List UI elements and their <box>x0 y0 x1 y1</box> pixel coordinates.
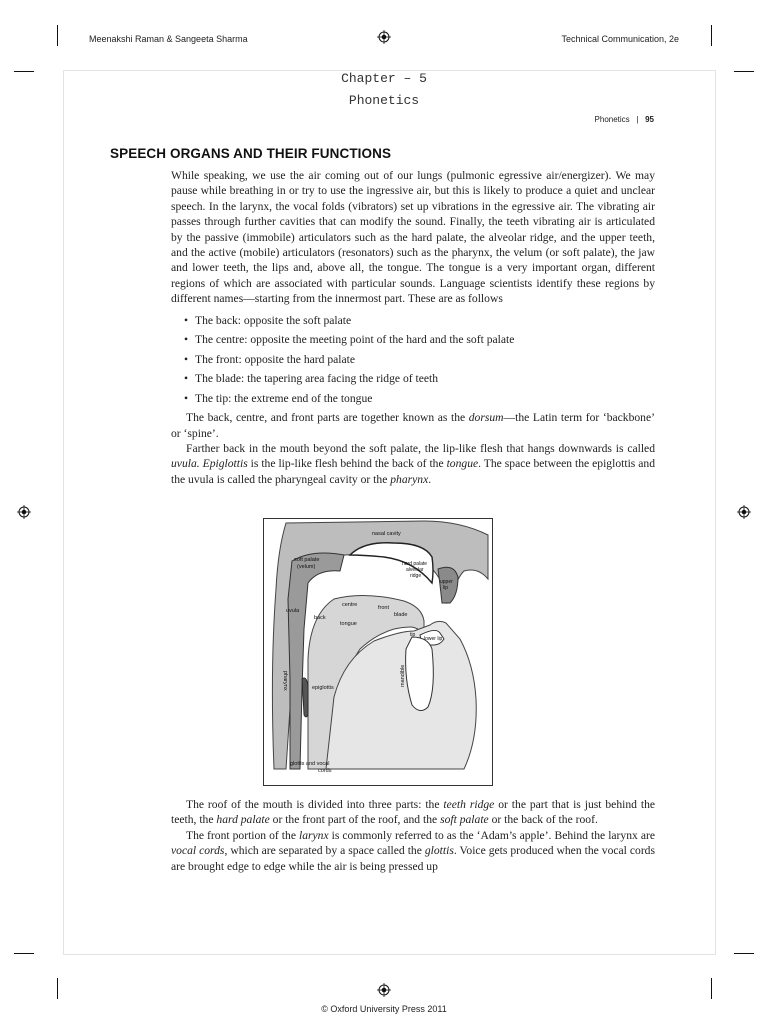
svg-text:alveolar: alveolar <box>406 567 424 573</box>
paragraph-larynx: The front portion of the larynx is commonly referred to as the ‘Adam’s apple’. Behind the larynx are vocal cords, which are separated by a space called the glottis. Voice gets produced when the vocal cords are brought edge to edge while the air is being pressed up <box>171 828 655 873</box>
paragraph-roof: The roof of the mouth is divided into three parts: the teeth ridge or the part that is just behind the teeth, the hard palate or the front part of the roof, and the soft palate or the back of the roof. <box>171 798 656 827</box>
chapter-number: Chapter – 5 <box>341 71 427 86</box>
svg-text:glottis and vocal: glottis and vocal <box>290 761 330 767</box>
svg-text:blade: blade <box>394 612 408 618</box>
crop-mark-left-lower <box>14 953 34 954</box>
running-head-section: Phonetics <box>594 115 630 124</box>
crop-mark-top-left <box>57 25 58 46</box>
section-heading: SPEECH ORGANS AND THEIR FUNCTIONS <box>110 146 392 161</box>
svg-text:ridge: ridge <box>410 573 422 579</box>
list-item: • The blade: the tapering area facing the ridge of teeth <box>184 372 439 386</box>
svg-text:centre: centre <box>342 602 358 608</box>
svg-text:tongue: tongue <box>340 621 357 627</box>
running-head-separator: | <box>636 115 639 124</box>
speech-organs-diagram <box>263 518 493 786</box>
list-item: • The front: opposite the hard palate <box>184 352 356 366</box>
svg-text:pharynx: pharynx <box>282 671 288 691</box>
svg-text:uvula: uvula <box>286 608 300 614</box>
registration-mark-icon <box>17 505 31 519</box>
svg-text:tip: tip <box>410 632 416 638</box>
header-book-title: Technical Communication, 2e <box>561 34 679 44</box>
crop-mark-top-right <box>711 25 712 46</box>
svg-text:epiglottis: epiglottis <box>312 685 334 691</box>
header-authors: Meenakshi Raman & Sangeeta Sharma <box>89 34 248 44</box>
body-text-lower <box>171 797 655 874</box>
copyright-footer: © Oxford University Press 2011 <box>321 1004 447 1014</box>
svg-text:back: back <box>314 615 326 621</box>
paragraph-uvula: Farther back in the mouth beyond the soft palate, the lip-like flesh that hangs downwards is called uvula. Epiglottis is the lip-like flesh behind the back of the tongue. The space between the epiglottis and the uvula is called the pharyngeal cavity or the pharynx. <box>171 441 655 486</box>
tongue-parts-list <box>171 311 655 409</box>
svg-text:front: front <box>378 605 390 611</box>
page-number: 95 <box>645 115 654 124</box>
svg-text:mandible: mandible <box>400 664 406 687</box>
svg-text:lip: lip <box>443 585 449 591</box>
registration-mark-icon <box>737 505 751 519</box>
running-head <box>595 115 654 124</box>
svg-text:(velum): (velum) <box>297 564 316 570</box>
list-item: • The back: opposite the soft palate <box>184 313 352 327</box>
registration-mark-icon <box>377 983 391 997</box>
svg-text:nasal cavity: nasal cavity <box>372 531 401 537</box>
list-item: • The tip: the extreme end of the tongue <box>184 391 373 405</box>
crop-mark-bottom-left <box>57 978 58 999</box>
svg-text:upper: upper <box>440 579 453 585</box>
svg-text:lower lip: lower lip <box>424 636 443 642</box>
registration-mark-icon <box>377 30 391 44</box>
list-item: • The centre: opposite the meeting point of the hard and the soft palate <box>184 333 515 347</box>
body-text-upper <box>171 168 655 487</box>
svg-text:soft palate: soft palate <box>294 557 320 563</box>
chapter-title: Phonetics <box>348 93 420 108</box>
crop-mark-right-lower <box>734 953 754 954</box>
paragraph-dorsum: The back, centre, and front parts are together known as the dorsum—the Latin term for ‘backbone’ or ‘spine’. <box>171 411 655 440</box>
crop-mark-bottom-right <box>711 978 712 999</box>
epiglottis-shape <box>302 678 308 717</box>
paragraph-speech-organs: While speaking, we use the air coming out of our lungs (pulmonic egressive air/energizer). We may pause while breathing in or try to use the ingressive air, but this is likely to produce a quiet and unclear speech. In the larynx, the vocal folds (vibrators) set up vibrations in the egressive air. The vibrating air passes through further cavities that can modify the sound. Finally, the teeth vibrating air is articulated by the passive (immobile) articulators such as the hard palate, the alveolar ridge, and the upper teeth, and the active (mobile) articulators (resonators) such as the pharynx, the velum (or soft palate), the jaw and lower teeth, the lips and, above all, the tongue. The tongue is a very important organ, different regions of which are associated with particular sounds. Language scientists identify these regions by different names—starting from the innermost part. These are as follows <box>171 169 655 306</box>
svg-text:cords: cords <box>318 768 332 774</box>
svg-text:hard palate: hard palate <box>402 561 428 567</box>
